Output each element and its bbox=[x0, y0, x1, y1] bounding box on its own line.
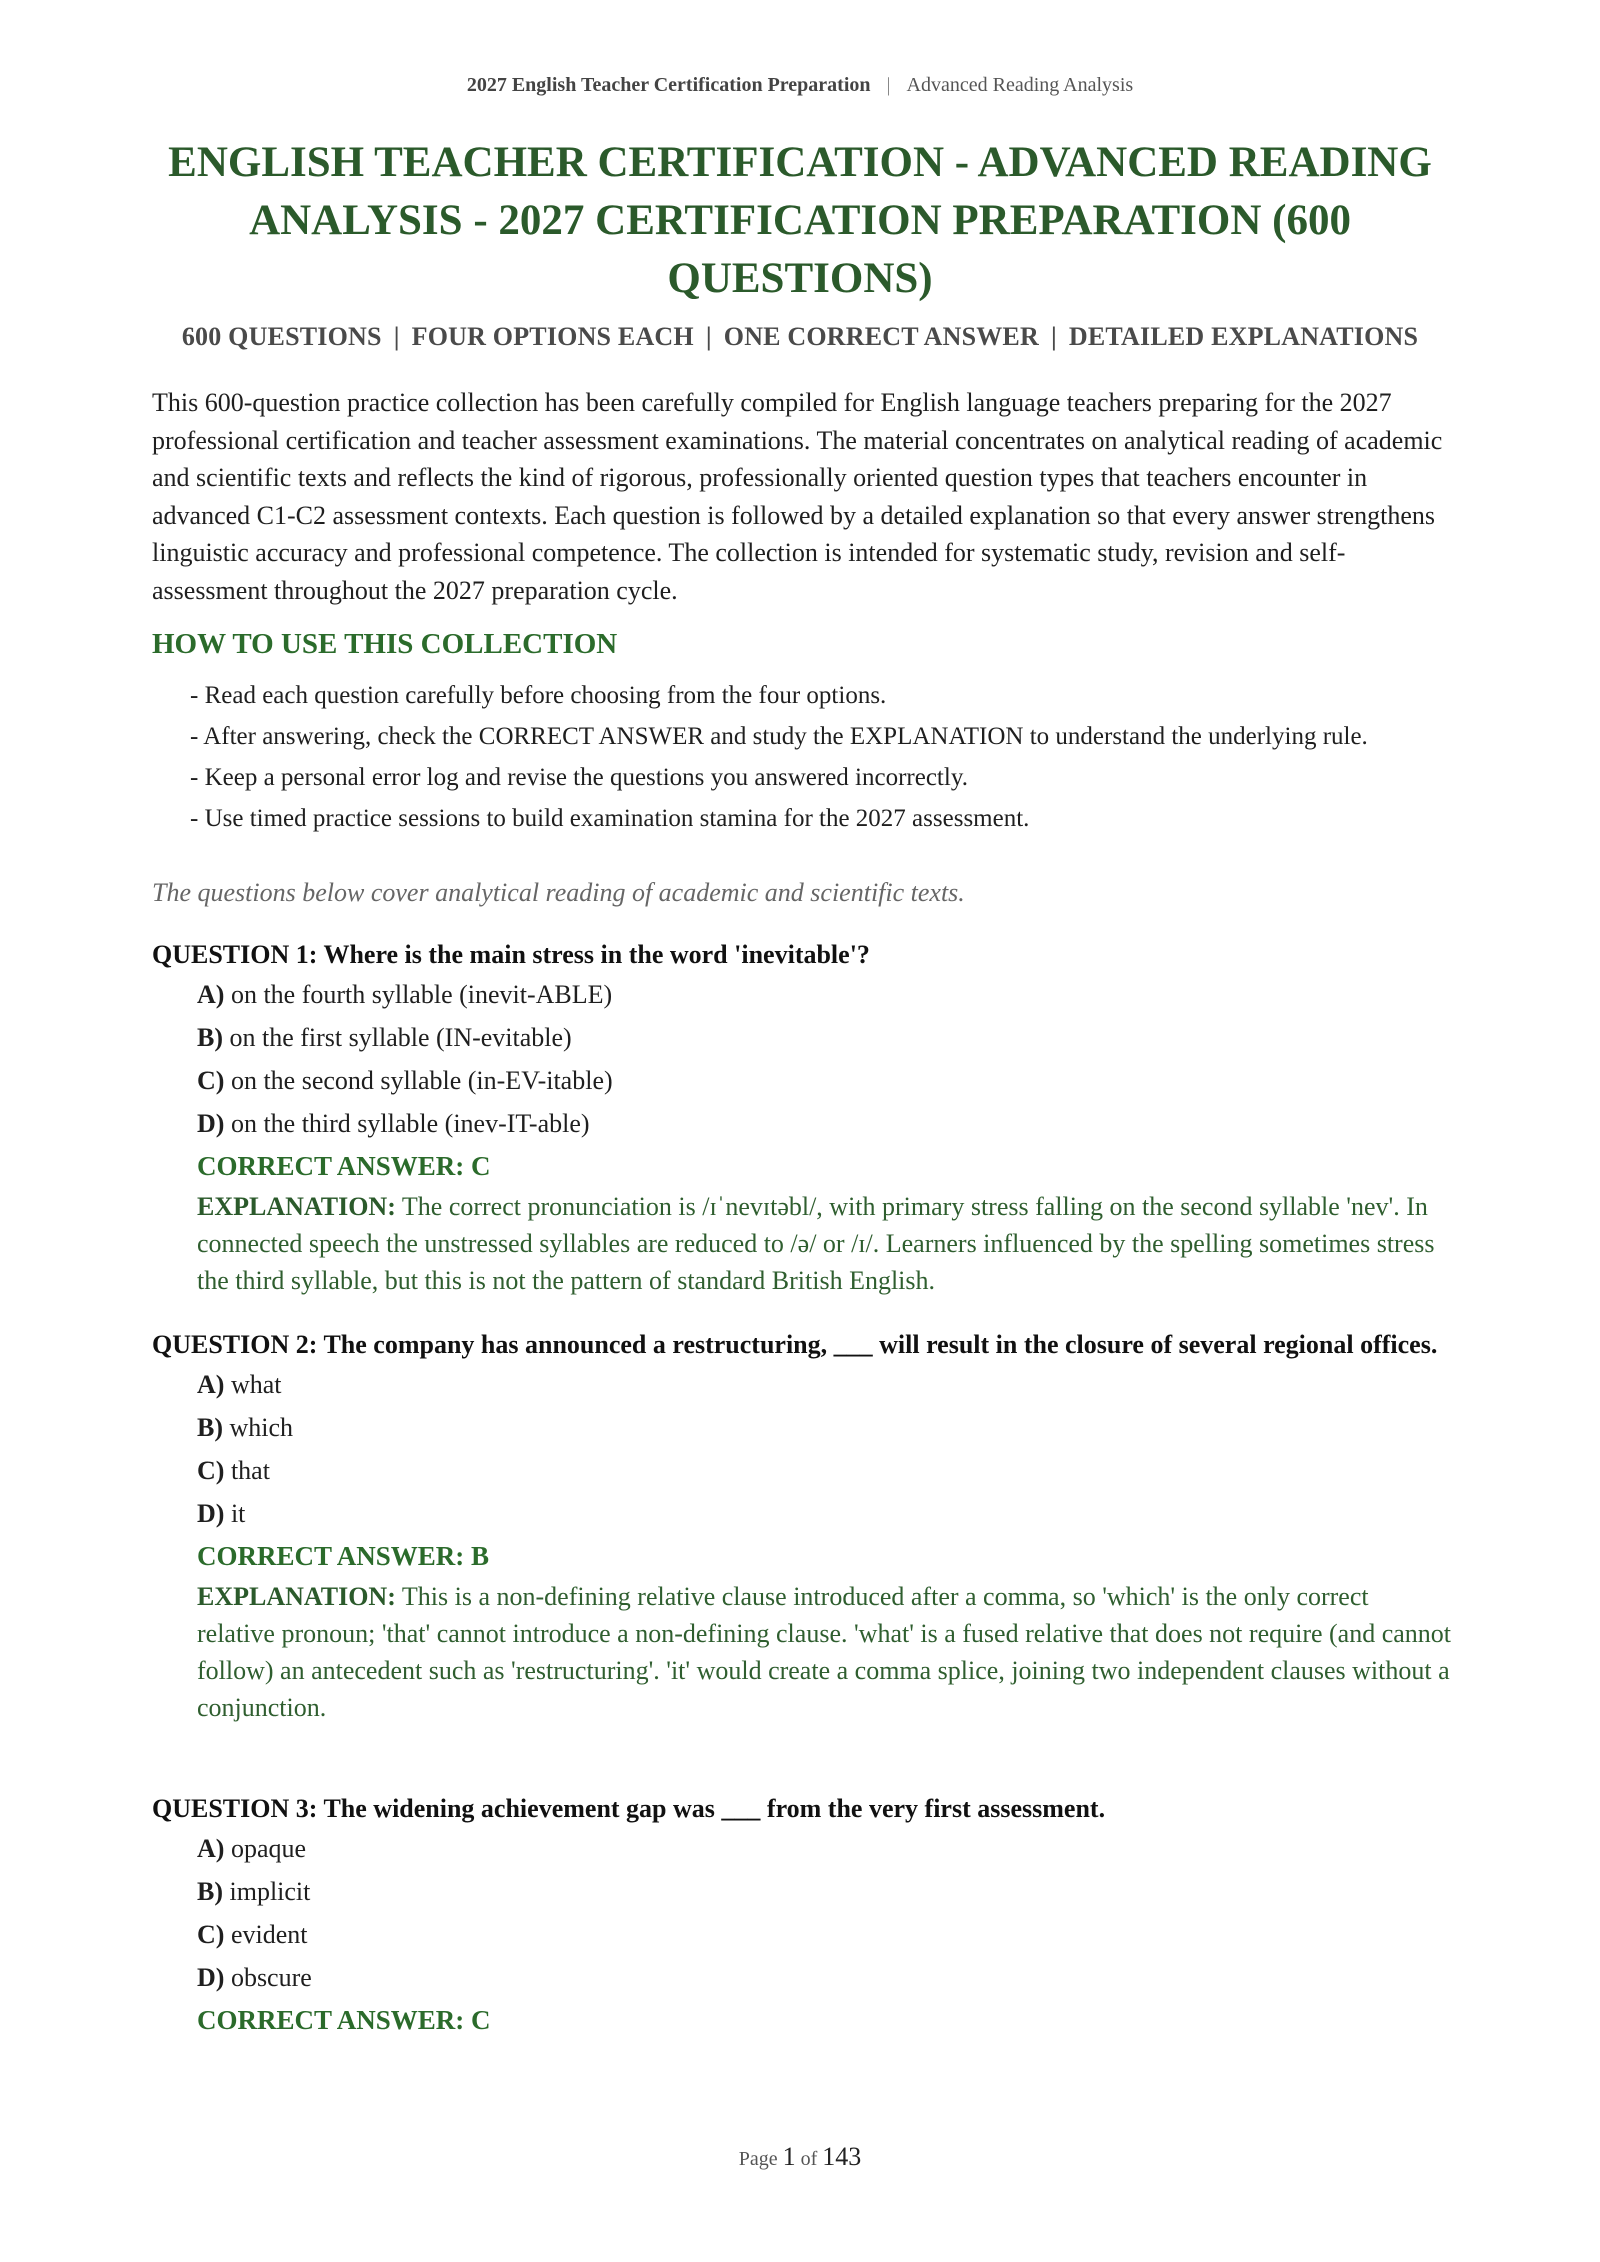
option-letter: C) bbox=[197, 1456, 225, 1485]
option-letter: B) bbox=[197, 1413, 223, 1442]
answer-option bbox=[197, 1956, 1452, 1999]
option-text: which bbox=[229, 1413, 294, 1442]
explanation-label: EXPLANATION: bbox=[197, 1582, 396, 1611]
how-to-use-heading: HOW TO USE THIS COLLECTION bbox=[152, 628, 618, 660]
option-text: on the fourth syllable (inevit-ABLE) bbox=[230, 980, 613, 1009]
explanation-text: This is a non-defining relative clause introduced after a comma, so 'which' is the only correct relative pronoun; 'that' cannot introduce a non-defining clause. 'what' is a fused relative that does not require (and cannot follow) an antecedent such as 'restructuring'. 'it' would create a comma splice, joining two independent clauses without a conjunction. bbox=[197, 1582, 1452, 1722]
option-text: on the first syllable (IN-evitable) bbox=[229, 1023, 572, 1052]
explanation bbox=[197, 1188, 1452, 1299]
list-item: - Use timed practice sessions to build examination stamina for the 2027 assessment. bbox=[190, 805, 1030, 832]
of-word: of bbox=[800, 2148, 818, 2170]
subtitle-separator: | bbox=[1050, 322, 1057, 351]
page-number bbox=[0, 2142, 1600, 2172]
option-text: what bbox=[230, 1370, 282, 1399]
correct-answer: CORRECT ANSWER: C bbox=[197, 2005, 491, 2035]
option-letter: C) bbox=[197, 1066, 225, 1095]
answer-option bbox=[197, 1406, 1452, 1449]
header-right: Advanced Reading Analysis bbox=[906, 74, 1134, 96]
header-left: 2027 English Teacher Certification Preparation bbox=[466, 74, 871, 96]
option-text: on the second syllable (in-EV-itable) bbox=[230, 1066, 613, 1095]
answer-option bbox=[197, 1449, 1452, 1492]
option-text: implicit bbox=[229, 1877, 311, 1906]
option-text: obscure bbox=[230, 1963, 312, 1992]
option-text: it bbox=[230, 1499, 246, 1528]
subtitle-separator: | bbox=[705, 322, 712, 351]
list-item: - Keep a personal error log and revise the questions you answered incorrectly. bbox=[190, 764, 968, 791]
subtitle-part: FOUR OPTIONS EACH bbox=[411, 322, 694, 351]
question-block bbox=[152, 1790, 1452, 2042]
option-text: opaque bbox=[230, 1834, 307, 1863]
question-block bbox=[152, 936, 1452, 1325]
list-item: - After answering, check the CORRECT ANSWER and study the EXPLANATION to understand the underlying rule. bbox=[190, 723, 1368, 750]
correct-answer: CORRECT ANSWER: B bbox=[197, 1541, 490, 1571]
option-letter: C) bbox=[197, 1920, 225, 1949]
question-stem: QUESTION 2: The company has announced a restructuring, ___ will result in the closure of several regional offices. bbox=[152, 1330, 1438, 1359]
section-note: The questions below cover analytical reading of academic and scientific texts. bbox=[152, 878, 965, 907]
option-text: that bbox=[230, 1456, 270, 1485]
option-text: on the third syllable (inev-IT-able) bbox=[230, 1109, 590, 1138]
option-letter: B) bbox=[197, 1877, 223, 1906]
explanation-label: EXPLANATION: bbox=[197, 1192, 396, 1221]
running-header bbox=[0, 74, 1600, 97]
option-letter: A) bbox=[197, 1370, 225, 1399]
subtitle-separator: | bbox=[393, 322, 400, 351]
answer-option bbox=[197, 1913, 1452, 1956]
answer-option bbox=[197, 1016, 1452, 1059]
answer-option bbox=[197, 1827, 1452, 1870]
how-to-use-list bbox=[190, 678, 1430, 842]
option-letter: D) bbox=[197, 1109, 225, 1138]
answer-option bbox=[197, 973, 1452, 1016]
current-page: 1 bbox=[782, 2142, 796, 2171]
correct-answer: CORRECT ANSWER: C bbox=[197, 1151, 491, 1181]
option-letter: A) bbox=[197, 980, 225, 1009]
option-letter: D) bbox=[197, 1499, 225, 1528]
explanation bbox=[197, 1578, 1452, 1726]
answer-option bbox=[197, 1363, 1452, 1406]
explanation-text: The correct pronunciation is /ɪˈnevɪtəbl/, with primary stress falling on the second syllable 'nev'. In connected speech the unstressed syllables are reduced to /ə/ or /ɪ/. Learners influenced by the spelling sometimes stress the third syllable, but this is not the pattern of standard British English. bbox=[197, 1192, 1435, 1295]
intro-paragraph: This 600-question practice collection has been carefully compiled for English language teachers preparing for the 2027 professional certification and teacher assessment examinations. The material concentrates on analytical reading of academic and scientific texts and reflects the kind of rigorous, professionally oriented question types that teachers encounter in advanced C1-C2 assessment contexts. Each question is followed by a detailed explanation so that every answer strengthens linguistic accuracy and professional competence. The collection is intended for systematic study, revision and self-assessment throughout the 2027 preparation cycle. bbox=[152, 388, 1443, 605]
answer-option bbox=[197, 1870, 1452, 1913]
answer-option bbox=[197, 1492, 1452, 1535]
document-subtitle bbox=[100, 322, 1500, 352]
answer-option bbox=[197, 1102, 1452, 1145]
header-separator: | bbox=[886, 74, 891, 96]
document-title: ENGLISH TEACHER CERTIFICATION - ADVANCED READING ANALYSIS - 2027 CERTIFICATION PREPARATION (600 QUESTIONS) bbox=[168, 139, 1432, 302]
list-item: - Read each question carefully before choosing from the four options. bbox=[190, 682, 887, 709]
question-block bbox=[152, 1326, 1452, 1752]
subtitle-part: DETAILED EXPLANATIONS bbox=[1068, 322, 1419, 351]
question-stem: QUESTION 1: Where is the main stress in the word 'inevitable'? bbox=[152, 940, 870, 969]
total-pages: 143 bbox=[822, 2142, 862, 2171]
subtitle-part: ONE CORRECT ANSWER bbox=[723, 322, 1039, 351]
option-text: evident bbox=[230, 1920, 308, 1949]
option-letter: A) bbox=[197, 1834, 225, 1863]
question-stem: QUESTION 3: The widening achievement gap was ___ from the very first assessment. bbox=[152, 1794, 1106, 1823]
option-letter: D) bbox=[197, 1963, 225, 1992]
answer-option bbox=[197, 1059, 1452, 1102]
page-word: Page bbox=[738, 2148, 778, 2170]
subtitle-part: 600 QUESTIONS bbox=[181, 322, 382, 351]
option-letter: B) bbox=[197, 1023, 223, 1052]
